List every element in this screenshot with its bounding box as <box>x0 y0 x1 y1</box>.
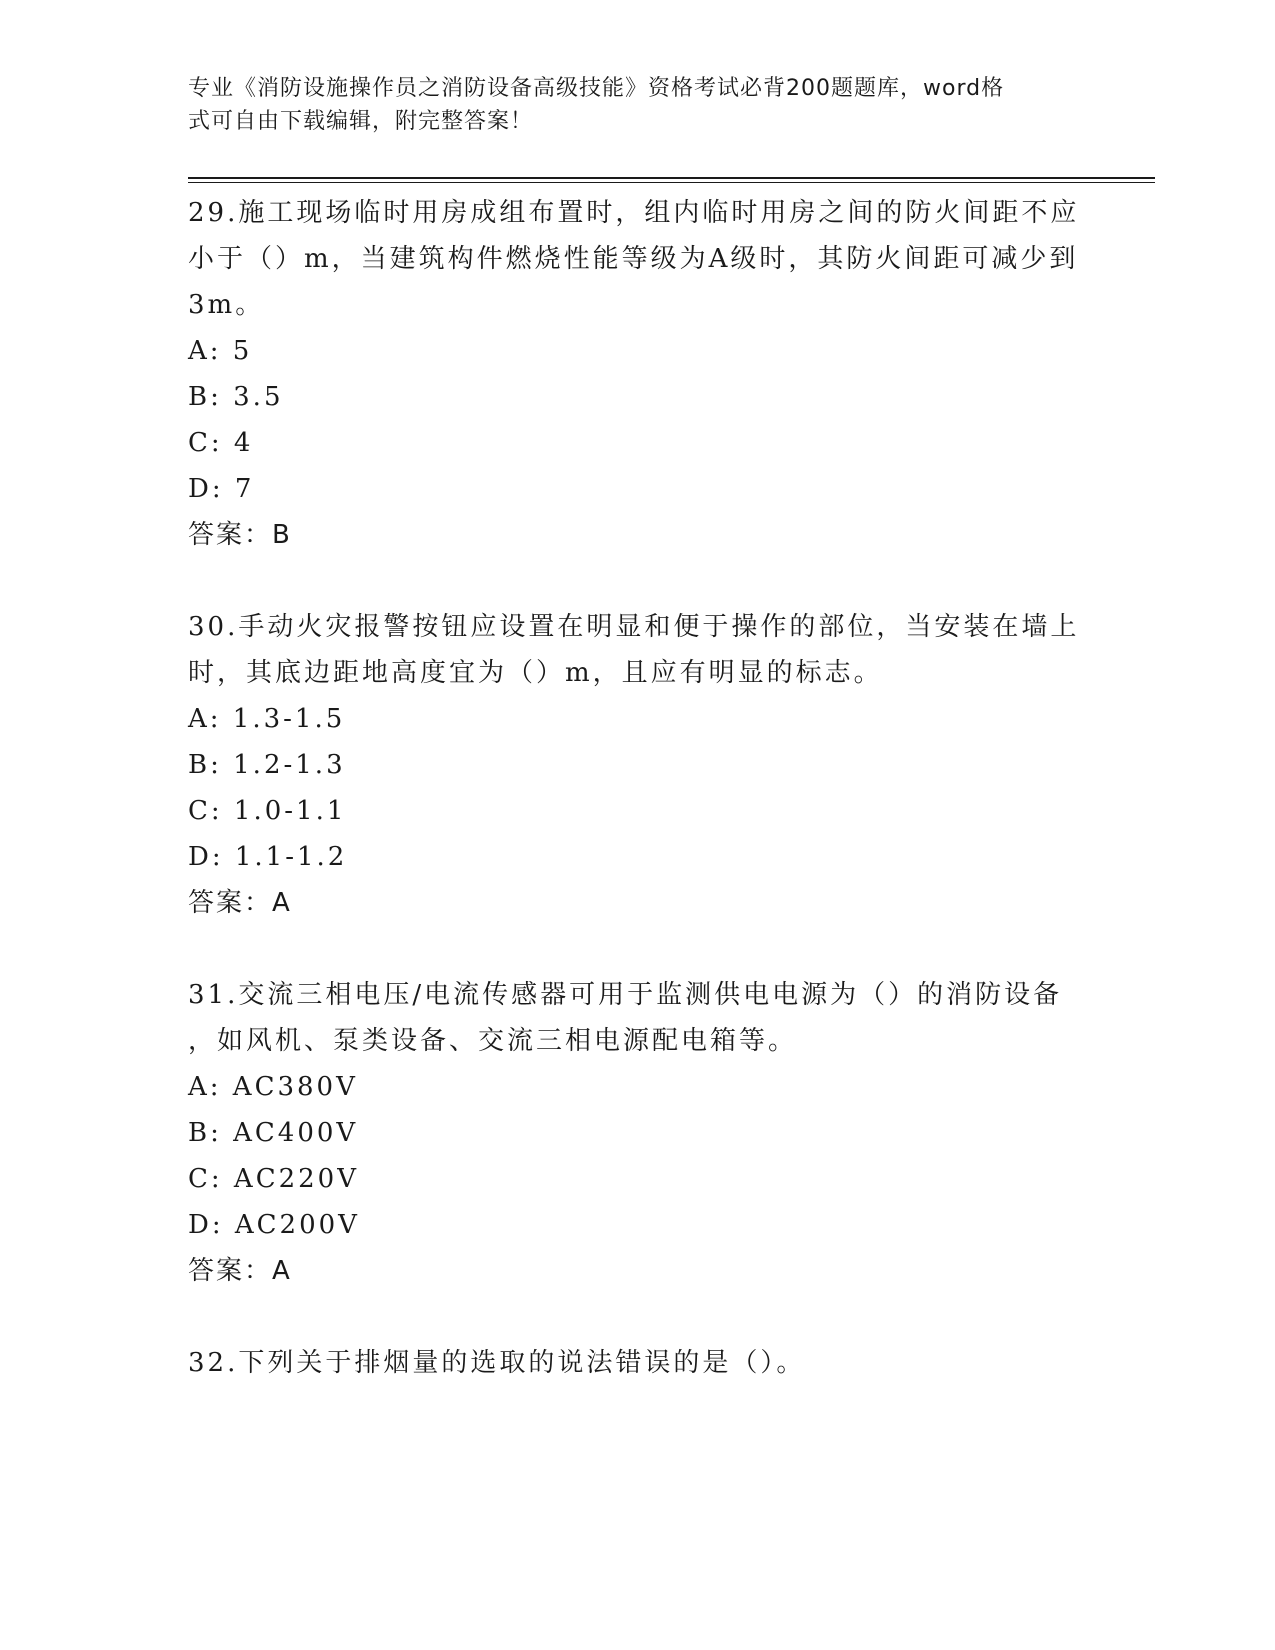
question-stem-line: 时，其底边距地高度宜为（）m，且应有明显的标志。 <box>188 658 883 688</box>
question-stem-line: ，如风机、泵类设备、交流三相电源配电箱等。 <box>188 1026 798 1056</box>
option-b: B: AC400V <box>188 1118 359 1148</box>
question-stem-line: 小于（）m，当建筑构件燃烧性能等级为A级时，其防火间距可减少到 <box>188 244 1079 274</box>
question-stem-line: 29.施工现场临时用房成组布置时，组内临时用房之间的防火间距不应 <box>188 198 1080 228</box>
spacer <box>188 558 1088 604</box>
question-list <box>188 190 1088 1386</box>
document-header <box>188 72 1068 138</box>
answer-line: 答案：A <box>188 1256 292 1286</box>
option-c: C: AC220V <box>188 1164 359 1194</box>
question-30 <box>188 604 1088 926</box>
option-c: C: 1.0-1.1 <box>188 796 347 826</box>
option-d: D: 1.1-1.2 <box>188 842 348 872</box>
answer-line: 答案：A <box>188 888 292 918</box>
option-b: B: 3.5 <box>188 382 284 412</box>
question-31 <box>188 972 1088 1294</box>
header-title-line-2: 式可自由下载编辑，附完整答案！ <box>188 109 534 134</box>
option-a: A: 5 <box>188 336 253 366</box>
option-a: A: AC380V <box>188 1072 358 1102</box>
option-b: B: 1.2-1.3 <box>188 750 346 780</box>
header-divider-thin <box>188 182 1155 183</box>
question-stem-line: 3m。 <box>188 290 265 320</box>
option-c: C: 4 <box>188 428 254 458</box>
option-d: D: 7 <box>188 474 255 504</box>
question-29 <box>188 190 1088 558</box>
spacer <box>188 1294 1088 1340</box>
header-divider-thick <box>188 177 1155 179</box>
option-d: D: AC200V <box>188 1210 360 1240</box>
question-stem-line: 31.交流三相电压/电流传感器可用于监测供电电源为（）的消防设备 <box>188 980 1063 1010</box>
header-title-line-1: 专业《消防设施操作员之消防设备高级技能》资格考试必背200题题库，word格 <box>188 76 1005 101</box>
question-stem-line: 32.下列关于排烟量的选取的说法错误的是（）。 <box>188 1348 806 1378</box>
spacer <box>188 926 1088 972</box>
option-a: A: 1.3-1.5 <box>188 704 346 734</box>
question-stem-line: 30.手动火灾报警按钮应设置在明显和便于操作的部位，当安装在墙上 <box>188 612 1080 642</box>
answer-line: 答案：B <box>188 520 292 550</box>
question-32 <box>188 1340 1088 1386</box>
